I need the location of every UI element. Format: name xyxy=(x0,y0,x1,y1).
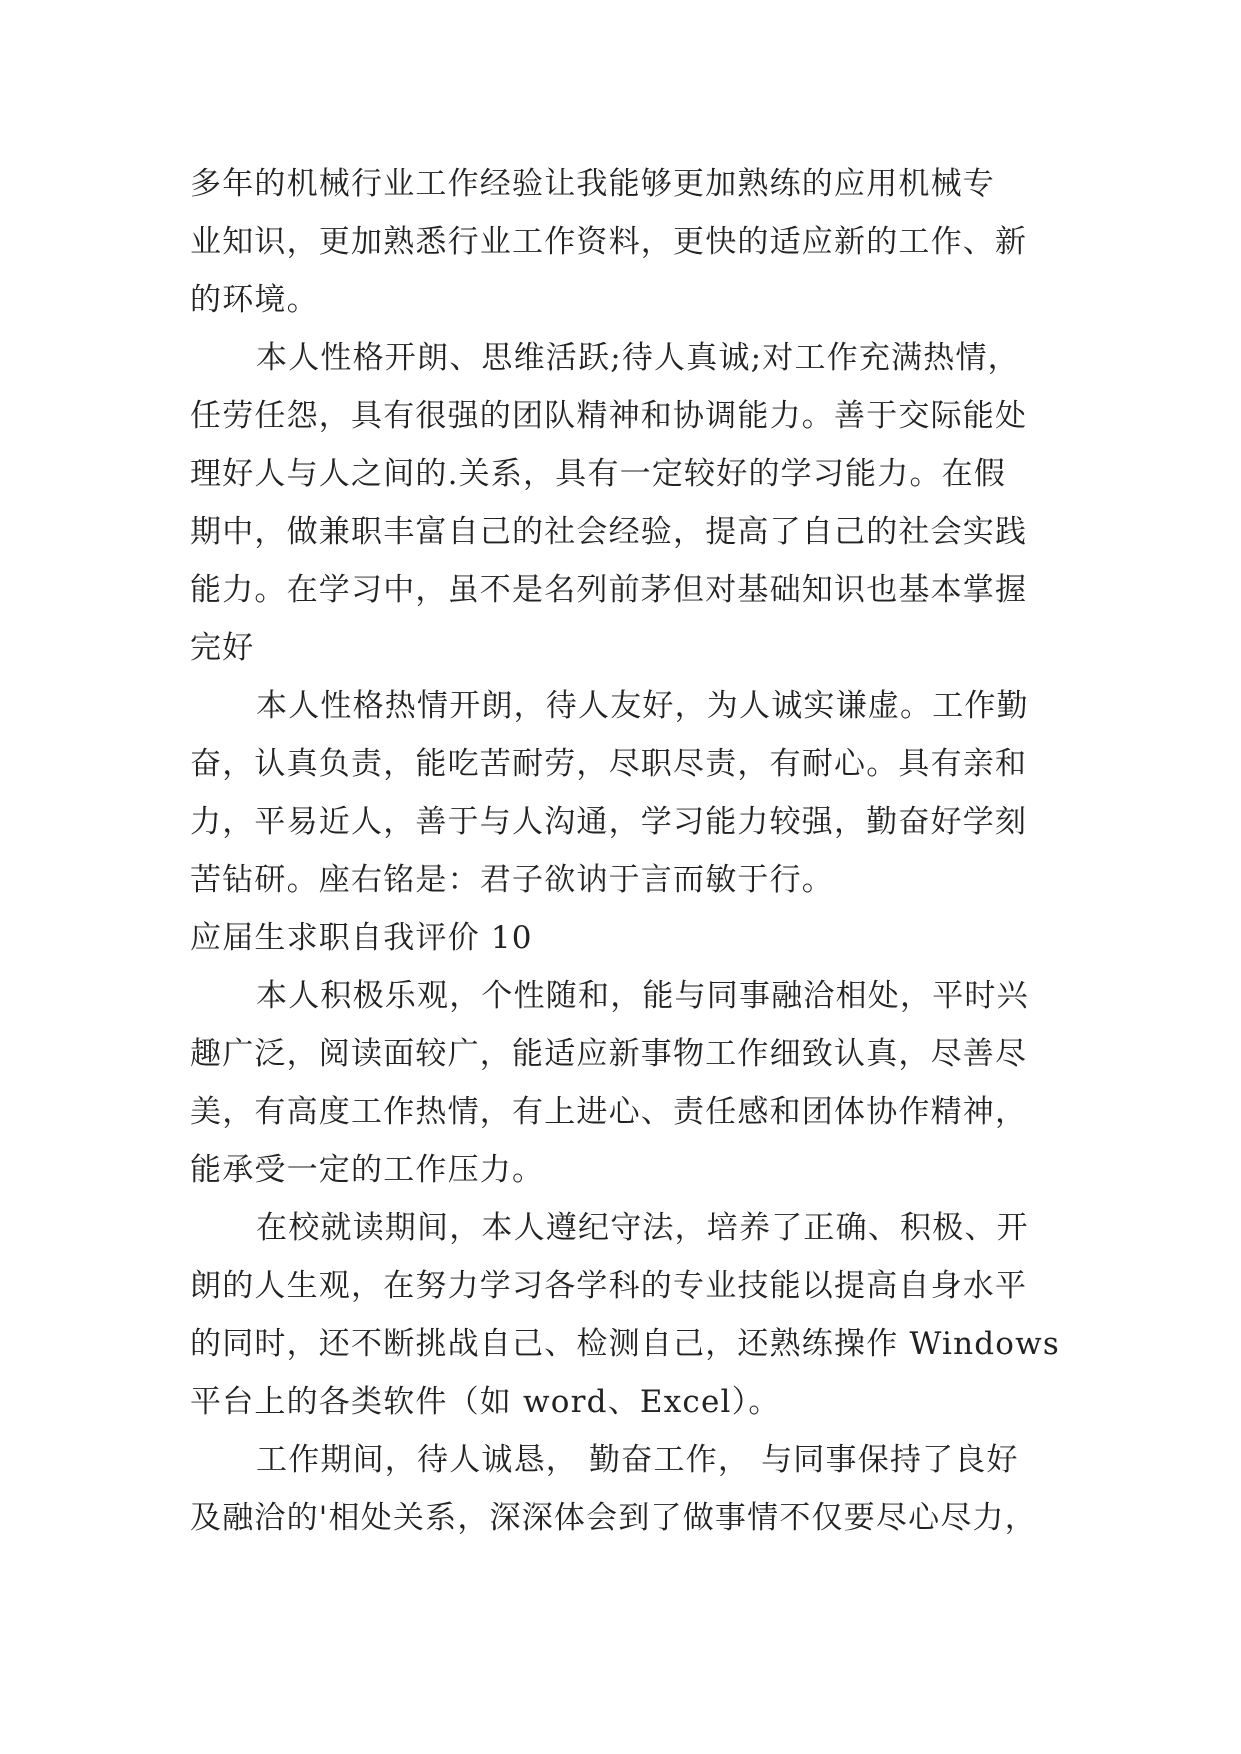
section-heading: 应届生求职自我评价 10 xyxy=(190,920,533,956)
text-line: 朗的人生观，在努力学习各学科的专业技能以提高自身水平 xyxy=(190,1268,1028,1304)
text-line: 的环境。 xyxy=(190,282,319,318)
text-line: 美，有高度工作热情，有上进心、责任感和团体协作精神， xyxy=(190,1094,1028,1130)
text-line: 理好人与人之间的.关系，具有一定较好的学习能力。在假 xyxy=(190,456,1007,492)
text-line: 能承受一定的工作压力。 xyxy=(190,1152,545,1188)
paragraph-start-line: 工作期间，待人诚恳， 勤奋工作， 与同事保持了良好 xyxy=(256,1442,1019,1478)
text-line: 多年的机械行业工作经验让我能够更加熟练的应用机械专 xyxy=(190,166,995,202)
text-line: 期中，做兼职丰富自己的社会经验，提高了自己的社会实践 xyxy=(190,514,1028,550)
text-line: 平台上的各类软件（如 word、Excel）。 xyxy=(190,1384,781,1420)
paragraph-start-line: 在校就读期间，本人遵纪守法，培养了正确、积极、开 xyxy=(256,1210,1029,1246)
text-line: 及融洽的'相处关系，深深体会到了做事情不仅要尽心尽力， xyxy=(190,1500,1037,1536)
text-line: 完好 xyxy=(190,630,255,666)
text-line: 的同时，还不断挑战自己、检测自己，还熟练操作 Windows xyxy=(190,1326,1061,1362)
paragraph-start-line: 本人积极乐观，个性随和，能与同事融洽相处，平时兴 xyxy=(256,978,1029,1014)
text-line: 力，平易近人，善于与人沟通，学习能力较强，勤奋好学刻 xyxy=(190,804,1028,840)
text-line: 任劳任怨，具有很强的团队精神和协调能力。善于交际能处 xyxy=(190,398,1028,434)
text-line: 业知识，更加熟悉行业工作资料，更快的适应新的工作、新 xyxy=(190,224,1028,260)
text-line: 趣广泛，阅读面较广，能适应新事物工作细致认真，尽善尽 xyxy=(190,1036,1028,1072)
document-body xyxy=(190,155,1061,1547)
text-line: 能力。在学习中，虽不是名列前茅但对基础知识也基本掌握 xyxy=(190,572,1028,608)
paragraph-start-line: 本人性格热情开朗，待人友好，为人诚实谦虚。工作勤 xyxy=(256,688,1029,724)
paragraph-start-line: 本人性格开朗、思维活跃;待人真诚;对工作充满热情， xyxy=(256,340,1020,376)
text-line: 奋，认真负责，能吃苦耐劳，尽职尽责，有耐心。具有亲和 xyxy=(190,746,1028,782)
text-line: 苦钻研。座右铭是：君子欲讷于言而敏于行。 xyxy=(190,862,834,898)
